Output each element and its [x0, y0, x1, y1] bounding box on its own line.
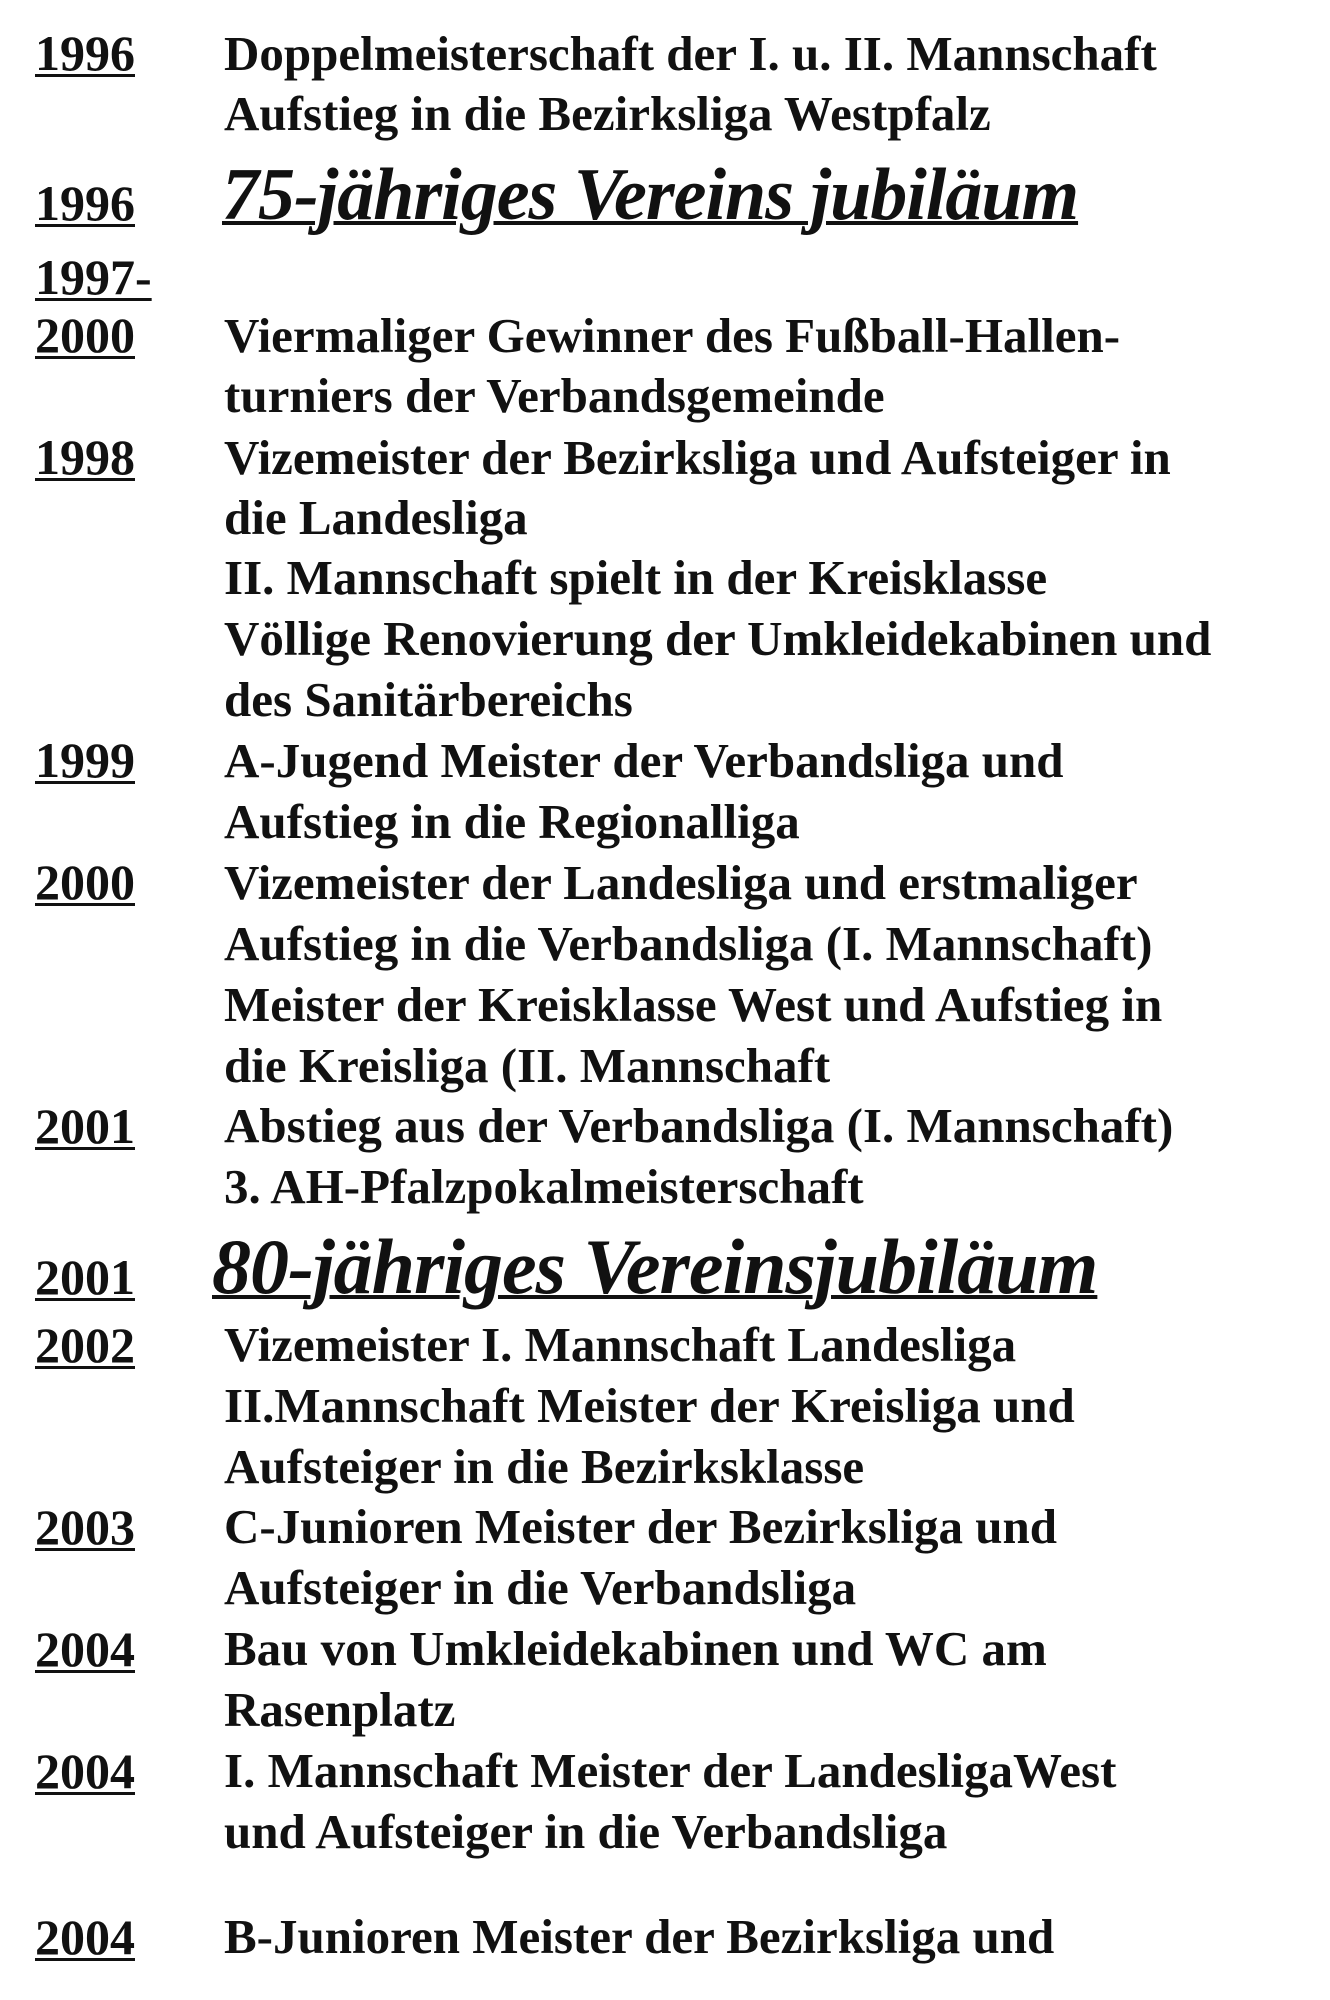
entry-year: 2002: [35, 1317, 135, 1373]
entry-text-line: Abstieg aus der Verbandsliga (I. Mannschaft): [224, 1098, 1174, 1153]
entry-text-line: B-Junioren Meister der Bezirksliga und: [224, 1909, 1055, 1964]
entry-year: 2001: [35, 1249, 135, 1305]
entry-text-line: Meister der Kreisklasse West und Aufstieg in: [224, 977, 1163, 1032]
entry-year: 1996: [35, 175, 135, 231]
entry-text-line: die Kreisliga (II. Mannschaft: [224, 1038, 831, 1093]
entry-text-line: Rasenplatz: [224, 1682, 456, 1737]
entry-text-line: Aufstieg in die Regionalliga: [224, 794, 800, 849]
entry-text-line: die Landesliga: [224, 490, 528, 545]
entry-year: 2004: [35, 1909, 135, 1965]
entry-text-line: Vizemeister der Bezirksliga und Aufsteiger in: [224, 430, 1171, 485]
entry-year: 1996: [35, 25, 135, 81]
entry-text-line: des Sanitärbereichs: [224, 672, 633, 727]
entry-text-line: Aufsteiger in die Bezirksklasse: [224, 1439, 865, 1494]
entry-text-line: Aufstieg in die Verbandsliga (I. Mannschaft): [224, 916, 1153, 971]
entry-text-line: A-Jugend Meister der Verbandsliga und: [224, 733, 1064, 788]
entry-text-line: und Aufsteiger in die Verbandsliga: [224, 1804, 948, 1859]
entry-year: 2001: [35, 1098, 135, 1154]
entry-text-line: Vizemeister der Landesliga und erstmaliger: [224, 855, 1138, 910]
entry-year: 1999: [35, 732, 135, 788]
entry-text-line: Viermaliger Gewinner des Fußball-Hallen-: [224, 308, 1121, 363]
entry-year: 2000: [35, 307, 135, 363]
entry-year: 1998: [35, 429, 135, 485]
jubilee-headline: 75-jähriges Vereins jubiläum: [222, 154, 1079, 236]
entry-text-line: I. Mannschaft Meister der LandesligaWest: [224, 1743, 1117, 1798]
entry-text-line: C-Junioren Meister der Bezirksliga und: [224, 1499, 1057, 1554]
entry-text-line: Bau von Umkleidekabinen und WC am: [224, 1621, 1047, 1676]
entry-text-line: Doppelmeisterschaft der I. u. II. Mannschaft: [224, 26, 1157, 81]
entry-year: 2003: [35, 1499, 135, 1555]
entry-text-line: turniers der Verbandsgemeinde: [224, 368, 885, 423]
entry-year: 2004: [35, 1621, 135, 1677]
entry-text-line: II.Mannschaft Meister der Kreisliga und: [224, 1378, 1075, 1433]
entry-year: 1997-: [35, 249, 152, 305]
entry-text-line: Völlige Renovierung der Umkleidekabinen und: [224, 611, 1212, 666]
entry-text-line: Aufsteiger in die Verbandsliga: [224, 1560, 857, 1615]
entry-text-line: Vizemeister I. Mannschaft Landesliga: [224, 1317, 1017, 1372]
entry-text-line: II. Mannschaft spielt in der Kreisklasse: [224, 550, 1048, 605]
jubilee-headline: 80-jähriges Vereinsjubiläum: [212, 1223, 1098, 1310]
entry-year: 2000: [35, 854, 135, 910]
entry-year: 2004: [35, 1743, 135, 1799]
entry-text-line: 3. AH-Pfalzpokalmeisterschaft: [224, 1159, 864, 1214]
entry-text-line: Aufstieg in die Bezirksliga Westpfalz: [224, 86, 991, 141]
